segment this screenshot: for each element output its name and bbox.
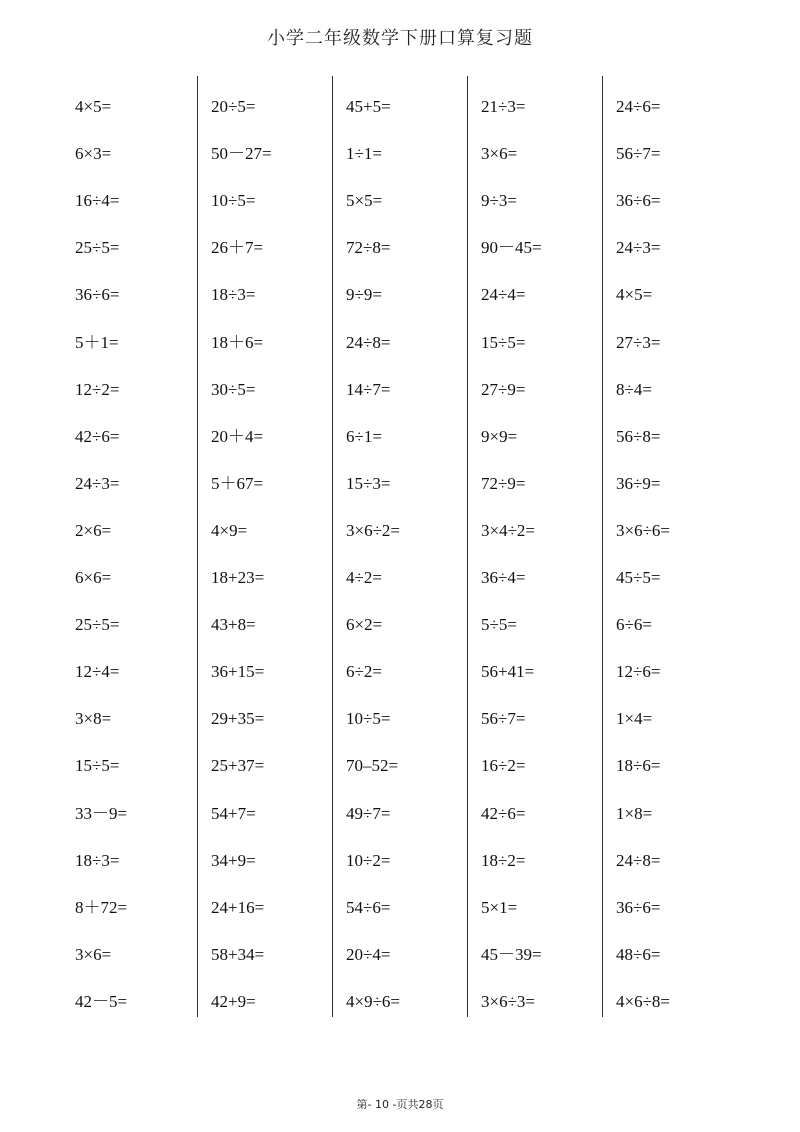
- problem-item: 70–52=: [346, 756, 399, 775]
- problem-item: 8÷4=: [616, 380, 652, 399]
- problem-item: 9÷9=: [346, 285, 382, 304]
- problem-item: 58+34=: [211, 945, 265, 964]
- problem-item: 3×6÷6=: [616, 521, 671, 540]
- problem-item: 48÷6=: [616, 945, 661, 964]
- problem-item: 29+35=: [211, 709, 265, 728]
- problem-item: 9÷3=: [481, 191, 517, 210]
- problem-item: 5×5=: [346, 191, 383, 210]
- problem-item: 20÷4=: [346, 945, 391, 964]
- problem-column-3: [333, 76, 468, 1017]
- problem-item: 6÷2=: [346, 662, 382, 681]
- problem-item: 45－39=: [481, 945, 542, 964]
- page-footer: 第- 10 -页共28页: [356, 1098, 444, 1111]
- problem-item: 12÷4=: [75, 662, 120, 681]
- problem-column-5: [603, 76, 738, 1017]
- problem-item: 3×6=: [75, 945, 112, 964]
- problem-item: 45÷5=: [616, 568, 661, 587]
- problem-item: 25÷5=: [75, 238, 120, 257]
- problem-item: 3×6÷3=: [481, 992, 536, 1011]
- problem-item: 27÷3=: [616, 333, 661, 352]
- problem-item: 18÷3=: [75, 851, 120, 870]
- problem-item: 6÷6=: [616, 615, 652, 634]
- problem-item: 5＋1=: [75, 333, 119, 352]
- problem-item: 4×5=: [616, 285, 653, 304]
- problem-item: 34+9=: [211, 851, 256, 870]
- problem-item: 3×6÷2=: [346, 521, 401, 540]
- problem-item: 49÷7=: [346, 804, 391, 823]
- problem-item: 14÷7=: [346, 380, 391, 399]
- problem-item: 18+23=: [211, 568, 265, 587]
- problem-item: 56÷7=: [481, 709, 526, 728]
- problem-item: 12÷6=: [616, 662, 661, 681]
- problem-item: 15÷5=: [75, 756, 120, 775]
- problem-grid: [62, 76, 738, 1017]
- problem-item: 8＋72=: [75, 898, 128, 917]
- problem-item: 56+41=: [481, 662, 535, 681]
- problem-item: 15÷5=: [481, 333, 526, 352]
- problem-item: 4×6÷8=: [616, 992, 671, 1011]
- problem-item: 24÷6=: [616, 97, 661, 116]
- problem-item: 3×6=: [481, 144, 518, 163]
- problem-item: 6×2=: [346, 615, 383, 634]
- problem-item: 24÷8=: [616, 851, 661, 870]
- problem-item: 54+7=: [211, 804, 256, 823]
- problem-item: 24+16=: [211, 898, 265, 917]
- problem-item: 4×9÷6=: [346, 992, 401, 1011]
- problem-item: 9×9=: [481, 427, 518, 446]
- problem-item: 6÷1=: [346, 427, 382, 446]
- problem-item: 4×9=: [211, 521, 248, 540]
- problem-item: 42÷6=: [75, 427, 120, 446]
- problem-item: 4÷2=: [346, 568, 382, 587]
- problem-item: 20÷5=: [211, 97, 256, 116]
- problem-item: 54÷6=: [346, 898, 391, 917]
- problem-item: 33－9=: [75, 804, 128, 823]
- problem-item: 36÷6=: [75, 285, 120, 304]
- problem-item: 3×8=: [75, 709, 112, 728]
- problem-item: 1×8=: [616, 804, 653, 823]
- problem-item: 72÷8=: [346, 238, 391, 257]
- column-divider: [197, 76, 198, 1017]
- problem-item: 6×6=: [75, 568, 112, 587]
- problem-item: 25+37=: [211, 756, 265, 775]
- problem-item: 43+8=: [211, 615, 256, 634]
- problem-item: 24÷4=: [481, 285, 526, 304]
- problem-item: 10÷5=: [346, 709, 391, 728]
- problem-item: 20＋4=: [211, 427, 264, 446]
- problem-item: 10÷5=: [211, 191, 256, 210]
- problem-item: 1×4=: [616, 709, 653, 728]
- problem-item: 2×6=: [75, 521, 112, 540]
- problem-column-2: [198, 76, 333, 1017]
- problem-item: 90－45=: [481, 238, 542, 257]
- problem-item: 30÷5=: [211, 380, 256, 399]
- problem-item: 56÷8=: [616, 427, 661, 446]
- problem-item: 24÷3=: [616, 238, 661, 257]
- problem-item: 56÷7=: [616, 144, 661, 163]
- problem-item: 72÷9=: [481, 474, 526, 493]
- problem-item: 36÷4=: [481, 568, 526, 587]
- problem-item: 18÷3=: [211, 285, 256, 304]
- problem-item: 25÷5=: [75, 615, 120, 634]
- problem-item: 26＋7=: [211, 238, 264, 257]
- problem-item: 21÷3=: [481, 97, 526, 116]
- column-divider: [467, 76, 468, 1017]
- problem-item: 18÷2=: [481, 851, 526, 870]
- problem-item: 36÷9=: [616, 474, 661, 493]
- problem-item: 18＋6=: [211, 333, 264, 352]
- problem-item: 50－27=: [211, 144, 272, 163]
- problem-item: 27÷9=: [481, 380, 526, 399]
- problem-item: 1÷1=: [346, 144, 382, 163]
- problem-item: 24÷3=: [75, 474, 120, 493]
- column-divider: [602, 76, 603, 1017]
- problem-column-1: [62, 76, 197, 1017]
- page-title: 小学二年级数学下册口算复习题: [267, 28, 533, 49]
- problem-item: 16÷4=: [75, 191, 120, 210]
- problem-item: 42－5=: [75, 992, 128, 1011]
- problem-item: 16÷2=: [481, 756, 526, 775]
- problem-item: 36+15=: [211, 662, 265, 681]
- problem-item: 42+9=: [211, 992, 256, 1011]
- problem-item: 24÷8=: [346, 333, 391, 352]
- problem-item: 36÷6=: [616, 191, 661, 210]
- problem-item: 12÷2=: [75, 380, 120, 399]
- problem-item: 3×4÷2=: [481, 521, 536, 540]
- problem-item: 5÷5=: [481, 615, 517, 634]
- problem-item: 36÷6=: [616, 898, 661, 917]
- problem-column-4: [468, 76, 603, 1017]
- problem-item: 5＋67=: [211, 474, 264, 493]
- problem-item: 6×3=: [75, 144, 112, 163]
- problem-item: 10÷2=: [346, 851, 391, 870]
- problem-item: 15÷3=: [346, 474, 391, 493]
- problem-item: 42÷6=: [481, 804, 526, 823]
- column-divider: [332, 76, 333, 1017]
- problem-item: 45+5=: [346, 97, 391, 116]
- problem-item: 4×5=: [75, 97, 112, 116]
- problem-item: 18÷6=: [616, 756, 661, 775]
- problem-item: 5×1=: [481, 898, 518, 917]
